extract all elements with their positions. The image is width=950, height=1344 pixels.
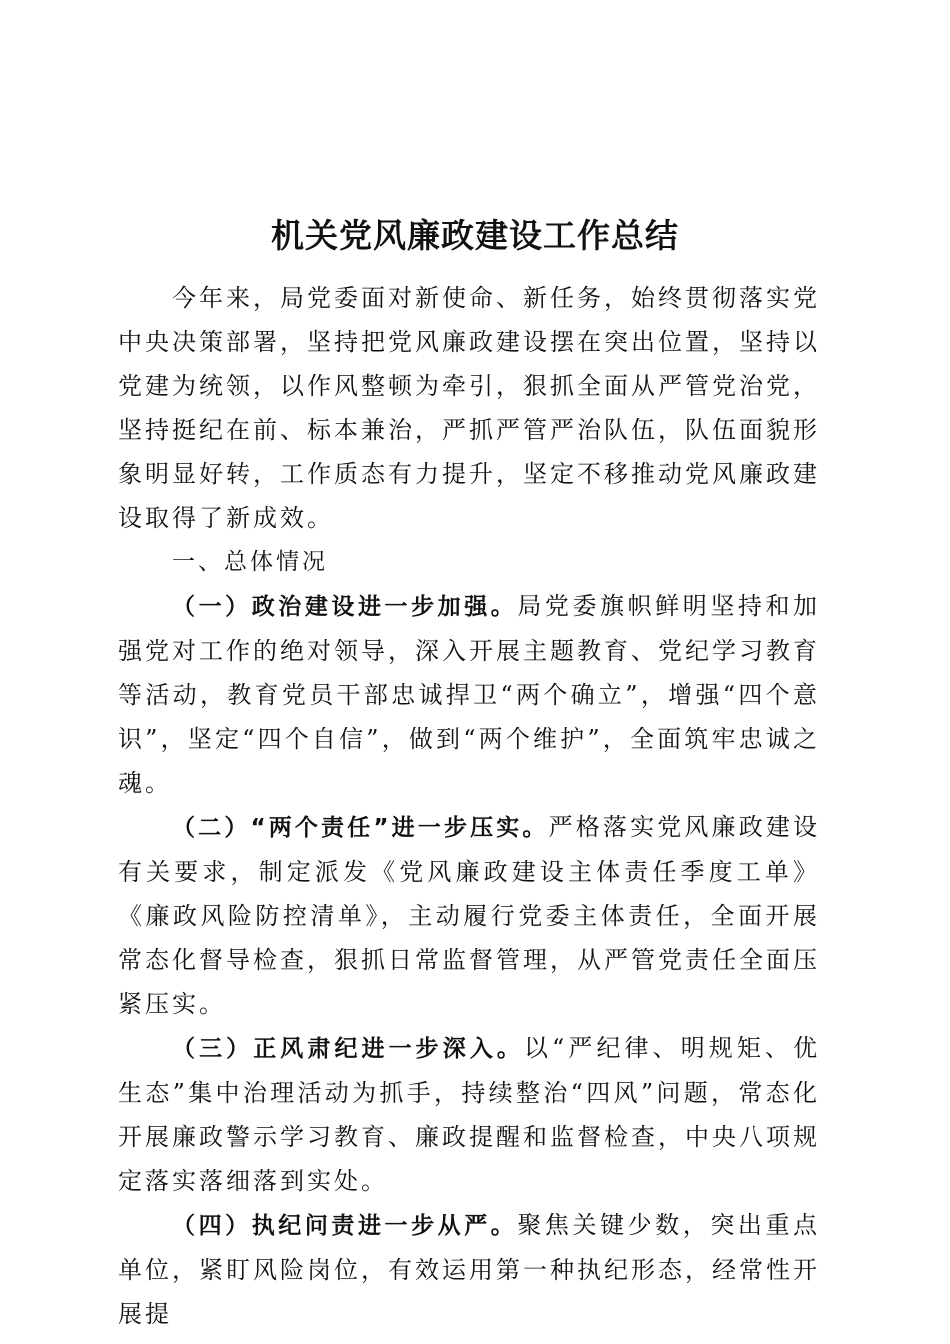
paragraph-political-building <box>118 584 820 805</box>
paragraph-lead: （四）执纪问责进一步从严。 <box>172 1213 518 1239</box>
paragraph-two-responsibilities <box>118 805 820 1026</box>
paragraph-accountability <box>118 1203 820 1336</box>
paragraph-discipline-rectification <box>118 1026 820 1203</box>
document-title: 机关党风廉政建设工作总结 <box>271 216 679 255</box>
intro-paragraph: 今年来，局党委面对新使命、新任务，始终贯彻落实党中央决策部署，坚持把党风廉政建设摆在突出位置，坚持以党建为统领，以作风整顿为牵引，狠抓全面从严管党治党，坚持挺纪在前、标本兼治，严抓严管严治队伍，队伍面貌形象明显好转，工作质态有力提升，坚定不移推动党风廉政建设取得了新成效。 <box>118 284 820 532</box>
document-body <box>118 276 820 1336</box>
paragraph-lead: （三）正风肃纪进一步深入。 <box>172 1036 524 1062</box>
section-heading: 一、总体情况 <box>172 549 328 575</box>
paragraph-text: 以“严纪律、明规矩、优生态”集中治理活动为抓手，持续整治“四风”问题，常态化开展廉政警示学习教育、廉政提醒和监督检查，中央八项规定落实落细落到实处。 <box>118 1034 821 1195</box>
paragraph-lead: （二）“两个责任”进一步压实。 <box>172 815 549 841</box>
paragraph-text: 聚焦关键少数，突出重点单位，紧盯风险岗位，有效运用第一种执纪形态，经常性开展提 <box>118 1211 821 1328</box>
paragraph-lead: （一）政治建设进一步加强。 <box>172 594 518 620</box>
paragraph-text: 局党委旗帜鲜明坚持和加强党对工作的绝对领导，深入开展主题教育、党纪学习教育等活动，教育党员干部忠诚捍卫“两个确立”，增强“四个意识”，坚定“四个自信”，做到“两个维护”，全面筑牢忠诚之魂。 <box>118 592 821 797</box>
paragraph-text: 严格落实党风廉政建设有关要求，制定派发《党风廉政建设主体责任季度工单》《廉政风险防控清单》，主动履行党委主体责任，全面开展常态化督导检查，狠抓日常监督管理，从严管党责任全面压紧压实。 <box>118 813 821 1018</box>
